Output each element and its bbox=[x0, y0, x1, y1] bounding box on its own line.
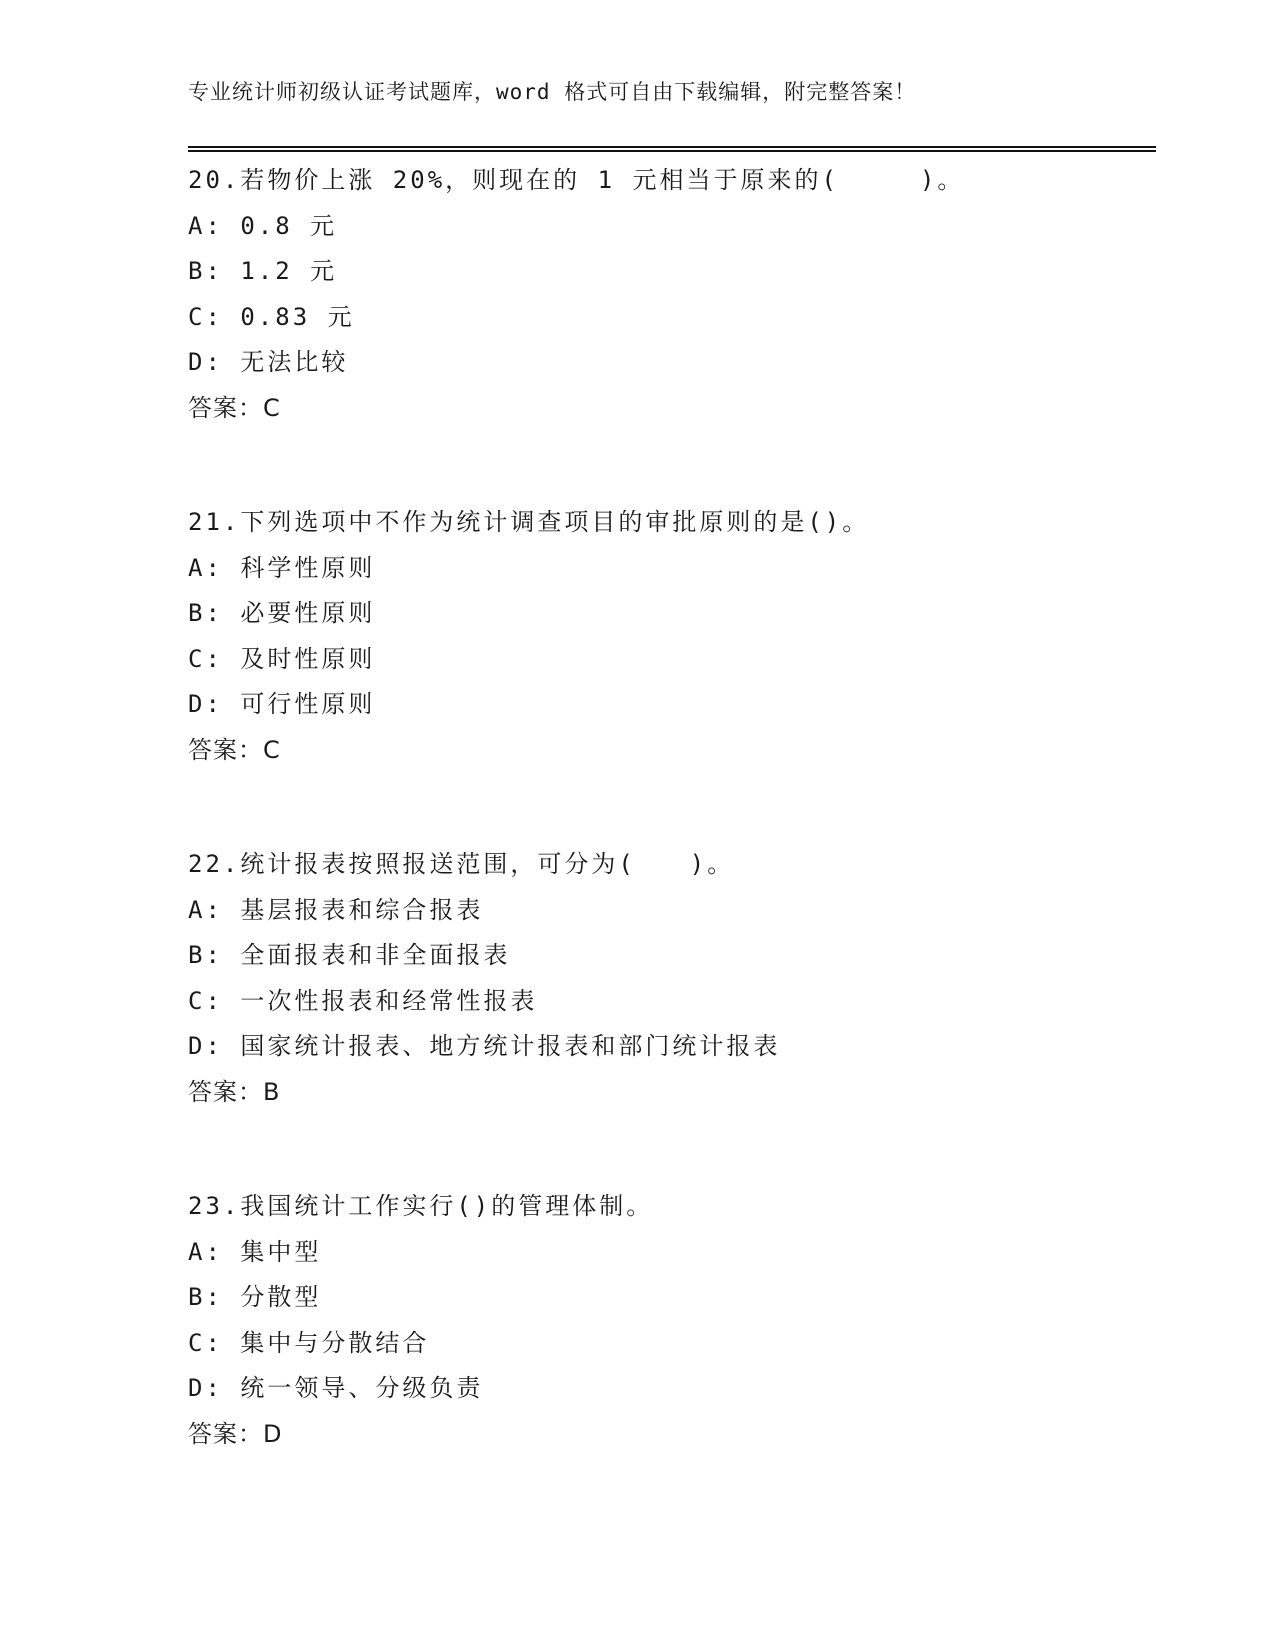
answer-line: 答案：D bbox=[188, 1419, 283, 1448]
page-header: 专业统计师初级认证考试题库，word 格式可自由下载编辑，附完整答案！ bbox=[188, 80, 917, 104]
question-stem: 21.下列选项中不作为统计调查项目的审批原则的是()。 bbox=[188, 508, 870, 536]
question-stem: 23.我国统计工作实行()的管理体制。 bbox=[188, 1192, 654, 1220]
option-c: C: 集中与分散结合 bbox=[188, 1328, 430, 1357]
question-item bbox=[188, 500, 1156, 773]
option-b: B: 1.2 元 bbox=[188, 257, 338, 285]
option-c: C: 一次性报表和经常性报表 bbox=[188, 986, 538, 1015]
option-d: D: 可行性原则 bbox=[188, 690, 376, 718]
question-item bbox=[188, 158, 1156, 431]
question-stem: 22.统计报表按照报送范围，可分为( )。 bbox=[188, 850, 735, 878]
question-item bbox=[188, 842, 1156, 1115]
question-item bbox=[188, 1184, 1156, 1457]
question-stem: 20.若物价上涨 20%，则现在的 1 元相当于原来的( )。 bbox=[188, 166, 965, 194]
option-b: B: 分散型 bbox=[188, 1283, 322, 1311]
question-list bbox=[188, 158, 1156, 1457]
answer-line: 答案：C bbox=[188, 393, 281, 422]
option-c: C: 0.83 元 bbox=[188, 302, 355, 331]
option-d: D: 无法比较 bbox=[188, 348, 349, 376]
answer-line: 答案：C bbox=[188, 735, 281, 764]
answer-line: 答案：B bbox=[188, 1077, 281, 1106]
option-b: B: 必要性原则 bbox=[188, 599, 376, 627]
option-d: D: 国家统计报表、地方统计报表和部门统计报表 bbox=[188, 1032, 781, 1060]
option-a: A: 科学性原则 bbox=[188, 553, 376, 582]
option-a: A: 基层报表和综合报表 bbox=[188, 895, 484, 924]
option-c: C: 及时性原则 bbox=[188, 644, 376, 673]
option-a: A: 0.8 元 bbox=[188, 211, 338, 240]
option-a: A: 集中型 bbox=[188, 1237, 322, 1266]
option-d: D: 统一领导、分级负责 bbox=[188, 1374, 484, 1402]
option-b: B: 全面报表和非全面报表 bbox=[188, 941, 511, 969]
header-divider bbox=[188, 146, 1156, 152]
